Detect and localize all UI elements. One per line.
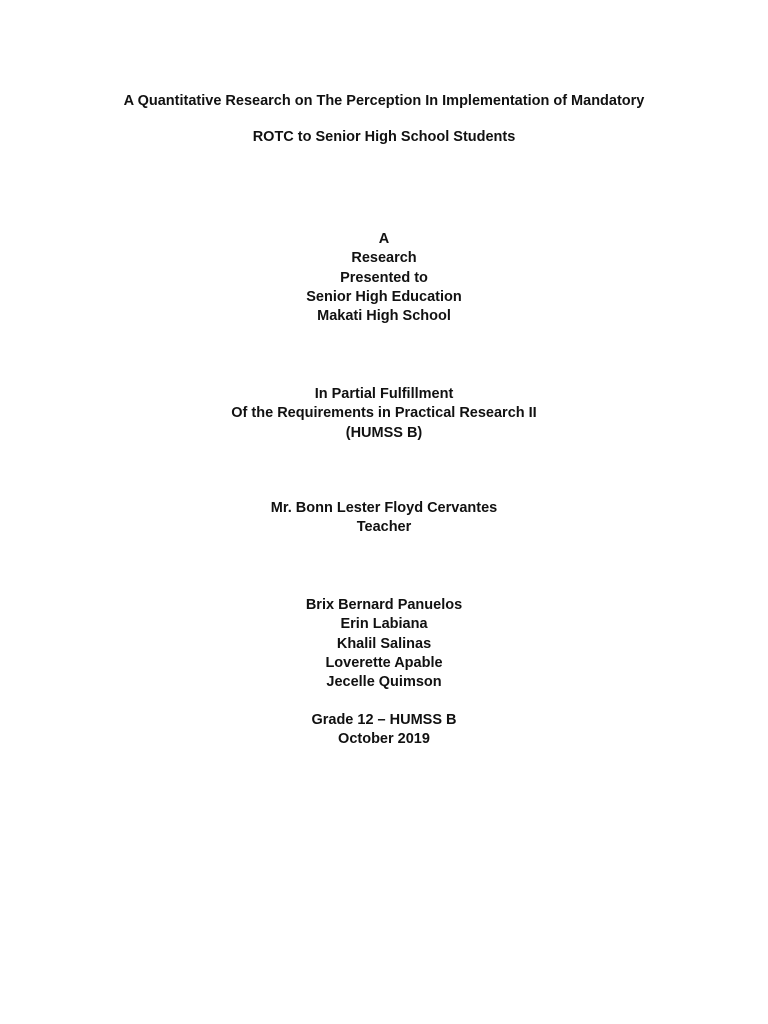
title-line-1: A Quantitative Research on The Perception In Implementation of Mandatory bbox=[123, 93, 645, 109]
author-name: Erin Labiana bbox=[340, 616, 428, 633]
presentation-line: Presented to bbox=[340, 269, 428, 286]
grade-section: Grade 12 – HUMSS B bbox=[311, 712, 457, 728]
fulfillment-block bbox=[0, 385, 768, 443]
author-name: Loverette Apable bbox=[325, 654, 443, 671]
presentation-block bbox=[0, 230, 768, 326]
teacher-block bbox=[0, 499, 768, 538]
author-name: Khalil Salinas bbox=[336, 635, 432, 652]
fulfillment-line: Of the Requirements in Practical Research II bbox=[231, 405, 537, 422]
teacher-name: Mr. Bonn Lester Floyd Cervantes bbox=[270, 500, 498, 516]
submission-date: October 2019 bbox=[338, 731, 430, 748]
footer-block bbox=[0, 711, 768, 750]
title-line-2: ROTC to Senior High School Students bbox=[252, 129, 516, 145]
teacher-role: Teacher bbox=[356, 519, 412, 536]
author-name: Brix Bernard Panuelos bbox=[305, 597, 463, 613]
presentation-line: Research bbox=[351, 250, 417, 267]
presentation-line: Senior High Education bbox=[306, 288, 462, 305]
authors-block bbox=[0, 596, 768, 692]
presentation-line: Makati High School bbox=[317, 308, 451, 325]
author-name: Jecelle Quimson bbox=[326, 674, 442, 691]
presentation-line: A bbox=[378, 231, 390, 247]
fulfillment-line: (HUMSS B) bbox=[345, 424, 423, 441]
fulfillment-line: In Partial Fulfillment bbox=[314, 386, 454, 402]
